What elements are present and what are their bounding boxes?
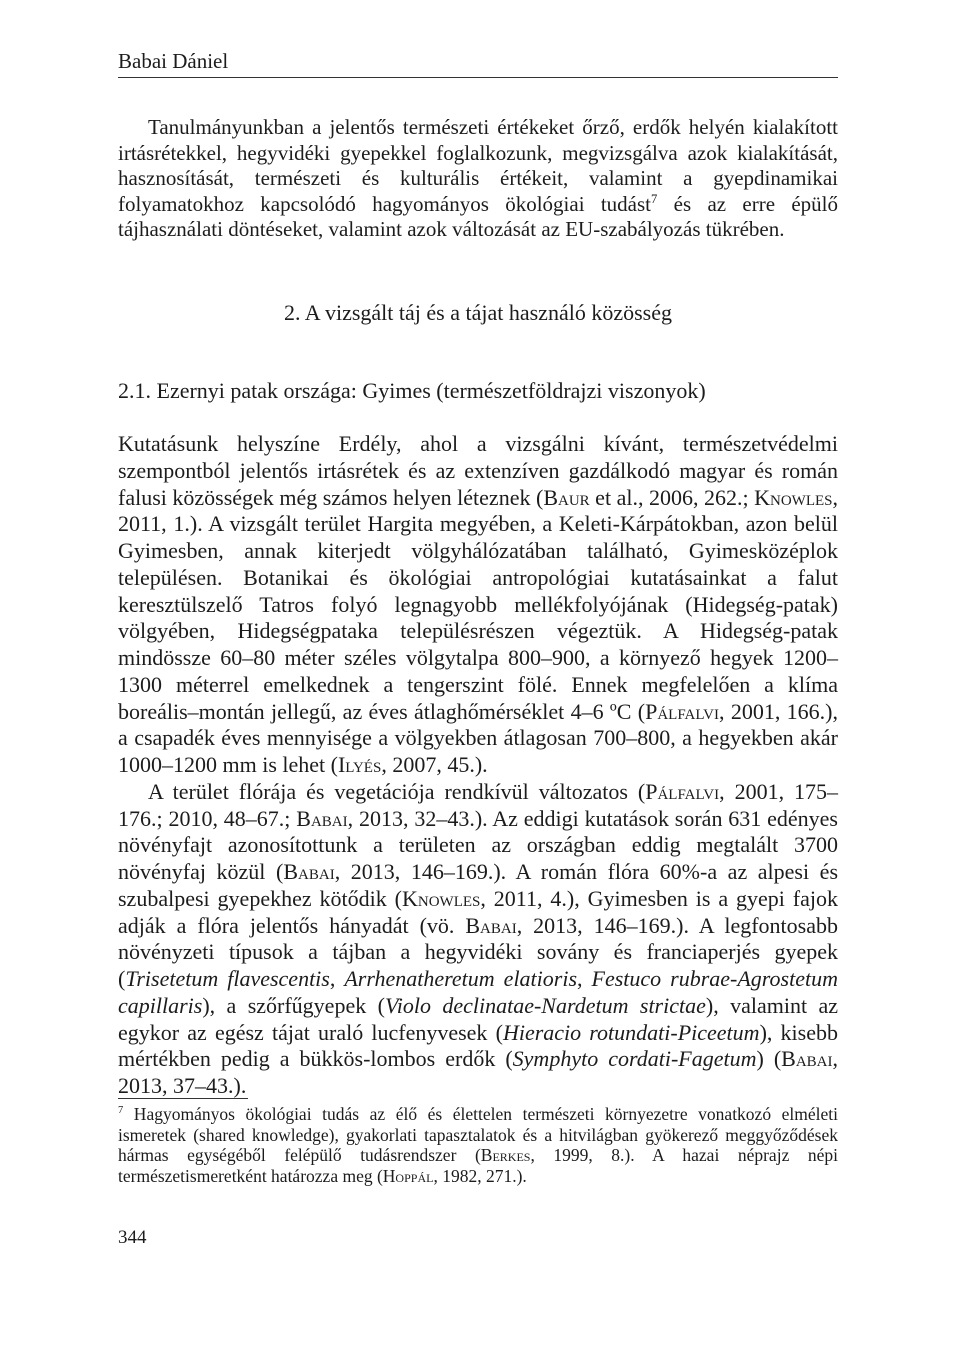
text-run: , 2013, 37–43.).	[118, 1046, 838, 1098]
footnote-rule	[118, 1098, 248, 1099]
text-run: , 2013, 146–169.). A legfontosabb növényzeti típusok a tájban a hegyvidéki sovány és franciaperjés gyepek (	[118, 912, 838, 991]
footnote-7	[118, 1104, 838, 1186]
page-number: 344	[118, 1227, 147, 1248]
paragraph-2	[118, 779, 838, 1100]
text-run: , 2001, 166.), a csapadék éves mennyisége a völgyekben átlagosan 700–800, a hegyekben akár 1000–1200 mm is lehet (	[118, 698, 839, 777]
text-run: et al., 2006, 262.;	[589, 484, 755, 510]
text-run: Kutatásunk helyszíne Erdély, ahol a vizsgálni kívánt, természetvédelmi szempontból jelentős irtásrétek és az extenzíven gazdálkodó magyar és román falusi közösségek még számos helyen léteznek (	[118, 431, 838, 510]
subsection-heading: 2.1. Ezernyi patak országa: Gyimes (természetföldrajzi viszonyok)	[118, 378, 706, 403]
text-run: , 1999, 8.). A hazai néprajz népi természetismeretként határozza meg (	[118, 1145, 838, 1186]
species-name: Arrhenatheretum elatioris	[344, 966, 578, 991]
text-run: ,	[329, 966, 345, 991]
header-rule	[118, 77, 838, 78]
text-run: Hagyományos ökológiai tudás az élő és élettelen természeti környezetre vonatkozó elméleti ismeretek (shared knowledge), gyakorlati tapasztalatok és a hitvilágban gyökerező meggyőződések hármas egységéből felépülő tudásrendszer (	[118, 1104, 838, 1165]
text-run: , 2001, 175–176.; 2010, 48–67.;	[118, 778, 839, 831]
text-run: , 2011, 1.). A vizsgált terület Hargita megyében, a Keleti-Kárpátokban, azon belül Gyimesben, annak kiterjedt völgyhálózatában található, Gyimesközéplok településen. Botanikai és ökológiai antropológiai kutatásainkat a falut keresztülszelő Tatros folyó legnagyobb mellékfolyójának (Hidegség-patak) völgyében, Hidegségpataka településrészen végeztük. A Hidegség-patak mindössze 60–80 méter széles völgytalpa 800–900, a környező hegyek 1200–1300 méterrel emelkednek a tengerszint fölé. Ennek megfelelően a klíma boreális–montán jellegű, az éves átlaghőmérséklet 4–6 ºC (	[118, 484, 839, 724]
text-run: ) (	[756, 1046, 782, 1072]
citation-author: Knowles	[754, 484, 833, 510]
citation-author: Babai	[296, 805, 348, 831]
species-name: Trisetetum flavescentis	[125, 966, 330, 991]
citation-author: Hoppál	[382, 1165, 434, 1186]
text-run: , 2013, 32–43.). Az eddigi kutatások során 631 edényes növényfajt azonosítottunk a területen az országban eddig megtalált 3700 növényfaj közül (	[118, 805, 838, 884]
citation-author: Knowles	[401, 885, 481, 911]
footnote-number: 7	[118, 1105, 124, 1117]
text-run: , 2011, 4.), Gyimesben is a gyepi fajok adják a flóra jelentős hányadát (vö.	[118, 885, 838, 938]
running-head-author: Babai Dániel	[118, 49, 229, 73]
species-name: Festuco rubrae-Agrostetum capillaris	[118, 966, 838, 1018]
species-name: Hieracio rotundati-Piceetum	[502, 1019, 760, 1045]
intro-text-1: Tanulmányunkban a jelentős természeti értékeket őrző, erdők helyén kialakított irtásrétekkel, hegyvidéki gyepekkel foglalkozunk, megvizsgálva azok kialakítását, hasznosítását, természeti és kulturális értékeit, valamint a gyepdinamikai folyamatokhoz kapcsolódó hagyományos ökológiai tudást	[118, 115, 838, 216]
intro-paragraph	[118, 115, 838, 243]
text-run: , 1982, 271.).	[433, 1165, 527, 1186]
text-run: , 2007, 45.).	[381, 752, 488, 777]
species-name: Symphyto cordati-Fagetum	[512, 1046, 757, 1072]
citation-author: Babai	[283, 859, 335, 884]
citation-author: Ilyés	[337, 752, 382, 777]
text-run: , 2013, 146–169.). A román flóra 60%-a az alpesi és szubalpesi gyepekhez kötődik (	[118, 859, 839, 911]
citation-author: Babai	[781, 1046, 833, 1072]
section-heading: 2. A vizsgált táj és a tájat használó közösség	[284, 300, 672, 325]
body-text	[118, 431, 838, 1100]
citation-author: Berkes	[480, 1145, 531, 1165]
citation-author: Pálfalvi	[645, 778, 720, 804]
intro-text-2: és az erre épülő tájhasználati döntéseket, valamint azok változását az EU-szabályozás tükrében.	[118, 191, 838, 241]
text-run: ), valamint az egykor az egész tájat uraló lucfenyvesek (	[118, 992, 838, 1045]
text-run: A terület flórája és vegetációja rendkívül változatos (	[148, 778, 646, 804]
footnote-ref-7[interactable]: 7	[651, 191, 658, 206]
text-run: ), kisebb mértékben pedig a bükkös-lombos erdők (	[118, 1019, 838, 1072]
text-run: ,	[577, 966, 592, 991]
paragraph-1	[118, 431, 838, 779]
citation-author: Baur	[543, 484, 590, 510]
citation-author: Pálfalvi	[645, 698, 719, 724]
text-run: ), a szőrfűgyepek (	[202, 992, 385, 1018]
species-name: Violo declinatae-Nardetum strictae	[384, 992, 706, 1018]
citation-author: Babai	[465, 912, 517, 938]
